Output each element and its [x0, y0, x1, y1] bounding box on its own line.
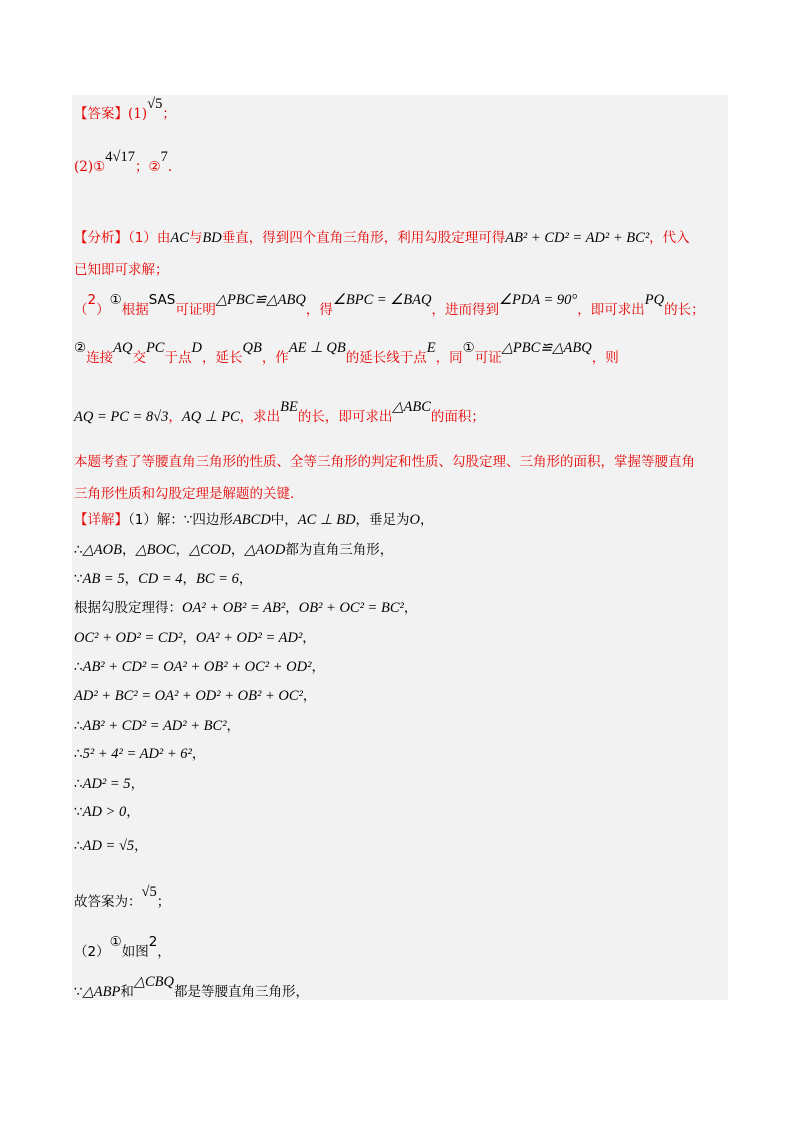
- math-equation: BC = 6: [196, 571, 239, 587]
- because-symbol: ∵: [74, 571, 83, 587]
- circled-one: ①: [462, 340, 475, 356]
- math-equation: 5² + 4² = AD² + 6²: [82, 746, 192, 762]
- math-pq: PQ: [644, 292, 665, 308]
- analysis-line-3: [74, 292, 705, 320]
- analysis-text: ，则: [591, 350, 619, 366]
- therefore-symbol: ∴: [74, 542, 83, 558]
- math-equation: AD = √5: [82, 838, 135, 854]
- detail-text: ，: [134, 838, 148, 854]
- math-triangle: △CBQ: [133, 974, 174, 990]
- math-o: O: [409, 512, 421, 528]
- detail-line-15: [74, 974, 309, 1002]
- detail-text: ，: [182, 571, 197, 587]
- detail-line-8: [74, 716, 240, 736]
- analysis-text: 与: [188, 230, 203, 246]
- math-equation: OC² + OD² = CD²: [74, 630, 183, 646]
- analysis-text: ，进而得到: [431, 302, 499, 318]
- detail-line-12: [74, 836, 148, 856]
- therefore-symbol: ∴: [74, 718, 83, 734]
- analysis-text: 连接: [86, 350, 114, 366]
- analysis-text: （: [74, 302, 88, 318]
- analysis-line-7: [74, 484, 294, 504]
- math-bd: BD: [202, 230, 222, 246]
- math-equation: AB² + CD² = AD² + BC²: [505, 230, 650, 246]
- detail-text: ，: [182, 630, 196, 646]
- math-angle: ∠PDA = 90°: [498, 292, 578, 308]
- answer-part1-label: (1): [128, 106, 148, 122]
- detail-text: 如图: [121, 944, 149, 960]
- answer-line-2: [74, 149, 173, 177]
- math-pc: PC: [145, 340, 165, 356]
- therefore-symbol: ∴: [74, 838, 83, 854]
- math-equation: AQ = PC = 8√3: [74, 409, 169, 425]
- detail-text: ，: [403, 600, 418, 616]
- analysis-text: 可证明: [175, 302, 216, 318]
- detail-line-5: [74, 628, 316, 648]
- analysis-text: 根据: [121, 302, 149, 318]
- math-angle: ∠BPC = ∠BAQ: [332, 292, 432, 308]
- math-triangle: △AOD: [244, 542, 286, 558]
- analysis-text: ，代入: [649, 230, 690, 246]
- circled-one: ①: [109, 934, 122, 950]
- detail-text: 和: [120, 984, 134, 1000]
- detail-text: 中，: [270, 512, 298, 528]
- math-congruence: △PBC≌△ABQ: [501, 340, 592, 356]
- analysis-text: ，同: [435, 350, 463, 366]
- detail-text: ，: [302, 688, 317, 704]
- analysis-text: 垂直，得到四个直角三角形，利用勾股定理可得: [221, 230, 506, 246]
- analysis-text: 于点: [164, 350, 192, 366]
- detail-text: 都是等腰直角三角形，: [173, 984, 309, 1000]
- analysis-text: ，得: [305, 302, 333, 318]
- detail-line-10: [74, 774, 144, 794]
- detail-text: ，: [121, 542, 136, 558]
- detail-line-9: [74, 744, 205, 764]
- analysis-text: 的延长线于点: [345, 350, 427, 366]
- answer-part2-label: (2)①: [74, 159, 106, 175]
- analysis-text: ，作: [261, 350, 289, 366]
- math-equation: OA² + OD² = AD²: [195, 630, 303, 646]
- detail-line-1: [74, 510, 434, 530]
- math-perpendicular: AE ⊥ QB: [288, 340, 346, 356]
- therefore-symbol: ∴: [74, 776, 83, 792]
- detail-text: ，: [230, 542, 245, 558]
- math-equation: AB² + CD² = OA² + OB² + OC² + OD²: [82, 659, 312, 675]
- math-equation: AD > 0: [82, 804, 127, 820]
- math-perpendicular: AC ⊥ BD: [297, 512, 356, 528]
- analysis-line-4: [74, 340, 619, 368]
- answer-label: 【答案】: [74, 106, 128, 122]
- math-equation: CD = 4: [138, 571, 183, 587]
- detail-text: ，: [126, 804, 140, 820]
- detail-line-11: [74, 802, 140, 822]
- detail-text: ，: [191, 746, 206, 762]
- detail-text: （1）解：∵四边形: [128, 512, 233, 528]
- math-e: E: [426, 340, 436, 356]
- because-symbol: ∵: [74, 984, 83, 1000]
- analysis-text: 2: [87, 292, 97, 308]
- math-equation: OB² + OC² = BC²: [298, 600, 404, 616]
- circled-two: ②: [74, 340, 87, 356]
- analysis-text: ，: [168, 409, 182, 425]
- detail-text: 故答案为：: [74, 894, 142, 910]
- detail-line-3: [74, 569, 252, 589]
- analysis-text: 的长，即可求出: [297, 409, 393, 425]
- answer-part2-value2: 7: [160, 149, 168, 165]
- math-equation: AB = 5: [82, 571, 125, 587]
- detail-text: ，: [238, 571, 253, 587]
- math-perpendicular: AQ ⊥ PC: [181, 409, 240, 425]
- math-equation: AD² = 5: [82, 776, 131, 792]
- math-equation: OA² + OB² = AB²: [182, 600, 286, 616]
- math-sas: SAS: [148, 292, 176, 308]
- analysis-text: （1）由: [128, 230, 171, 246]
- detail-text: 都为直角三角形，: [285, 542, 394, 558]
- detail-text: （2）: [74, 944, 110, 960]
- math-triangle: △ABP: [82, 984, 121, 1000]
- therefore-symbol: ∴: [74, 746, 83, 762]
- detail-label: 【详解】: [74, 512, 128, 528]
- math-triangle: △AOB: [82, 542, 122, 558]
- analysis-line-6: [74, 452, 695, 472]
- detail-text: ，: [130, 776, 145, 792]
- analysis-text: ，求出: [239, 409, 281, 425]
- answer-part1-value: √5: [147, 96, 163, 112]
- analysis-text: ，延长: [201, 350, 243, 366]
- detail-line-14: [74, 934, 171, 962]
- math-triangle: △COD: [189, 542, 231, 558]
- detail-text: ，: [175, 542, 190, 558]
- circled-one: ①: [109, 292, 122, 308]
- figure-number: 2: [148, 934, 158, 950]
- analysis-line-5: [74, 399, 485, 427]
- analysis-text: 的长；: [664, 302, 705, 318]
- detail-text: ，: [157, 944, 171, 960]
- math-triangle: △ABC: [392, 399, 431, 415]
- because-symbol: ∵: [74, 804, 83, 820]
- answer-value: √5: [141, 884, 157, 900]
- analysis-text: 三角形性质和勾股定理是解题的关键.: [74, 486, 295, 502]
- detail-text: ，: [124, 571, 139, 587]
- detail-line-13: [74, 884, 171, 912]
- detail-line-2: [74, 540, 393, 560]
- detail-line-7: [74, 686, 316, 706]
- detail-text: ；: [156, 894, 171, 910]
- detail-text: ，: [285, 600, 299, 616]
- detail-text: ，: [420, 512, 434, 528]
- math-triangle: △BOC: [135, 542, 176, 558]
- detail-line-6: [74, 657, 325, 677]
- detail-text: ，: [302, 630, 316, 646]
- math-qb: QB: [242, 340, 262, 356]
- therefore-symbol: ∴: [74, 659, 83, 675]
- detail-line-4: [74, 598, 417, 618]
- math-equation: AD² + BC² = OA² + OD² + OB² + OC²: [74, 688, 303, 704]
- detail-text: ，: [226, 718, 241, 734]
- detail-text: ，: [311, 659, 325, 675]
- detail-text: 根据勾股定理得：: [74, 600, 182, 616]
- analysis-text: 可证: [474, 350, 502, 366]
- answer-line-1: [74, 96, 176, 124]
- analysis-text: 本题考查了等腰直角三角形的性质、全等三角形的判定和性质、勾股定理、三角形的面积，掌握等腰直角: [74, 454, 695, 470]
- math-be: BE: [280, 399, 298, 415]
- detail-text: ，垂足为: [355, 512, 410, 528]
- math-abcd: ABCD: [232, 512, 271, 528]
- math-d: D: [191, 340, 202, 356]
- math-equation: AB² + CD² = AD² + BC²: [82, 718, 227, 734]
- analysis-text: 已知即可求解；: [74, 262, 169, 278]
- math-ac: AC: [170, 230, 189, 246]
- analysis-text: ）: [96, 302, 110, 318]
- answer-part2-value1: 4√17: [105, 149, 135, 165]
- analysis-label: 【分析】: [74, 230, 128, 246]
- math-aq: AQ: [113, 340, 133, 356]
- analysis-text: 的面积；: [430, 409, 485, 425]
- analysis-text: ，即可求出: [577, 302, 645, 318]
- math-congruence: △PBC≌△ABQ: [215, 292, 306, 308]
- answer-part2-end: .: [167, 159, 173, 175]
- analysis-text: 交: [132, 350, 146, 366]
- analysis-line-1: [74, 228, 690, 248]
- answer-part1-end: ；: [162, 106, 176, 122]
- answer-part2-sep: ；②: [134, 159, 161, 175]
- analysis-line-2: [74, 260, 169, 280]
